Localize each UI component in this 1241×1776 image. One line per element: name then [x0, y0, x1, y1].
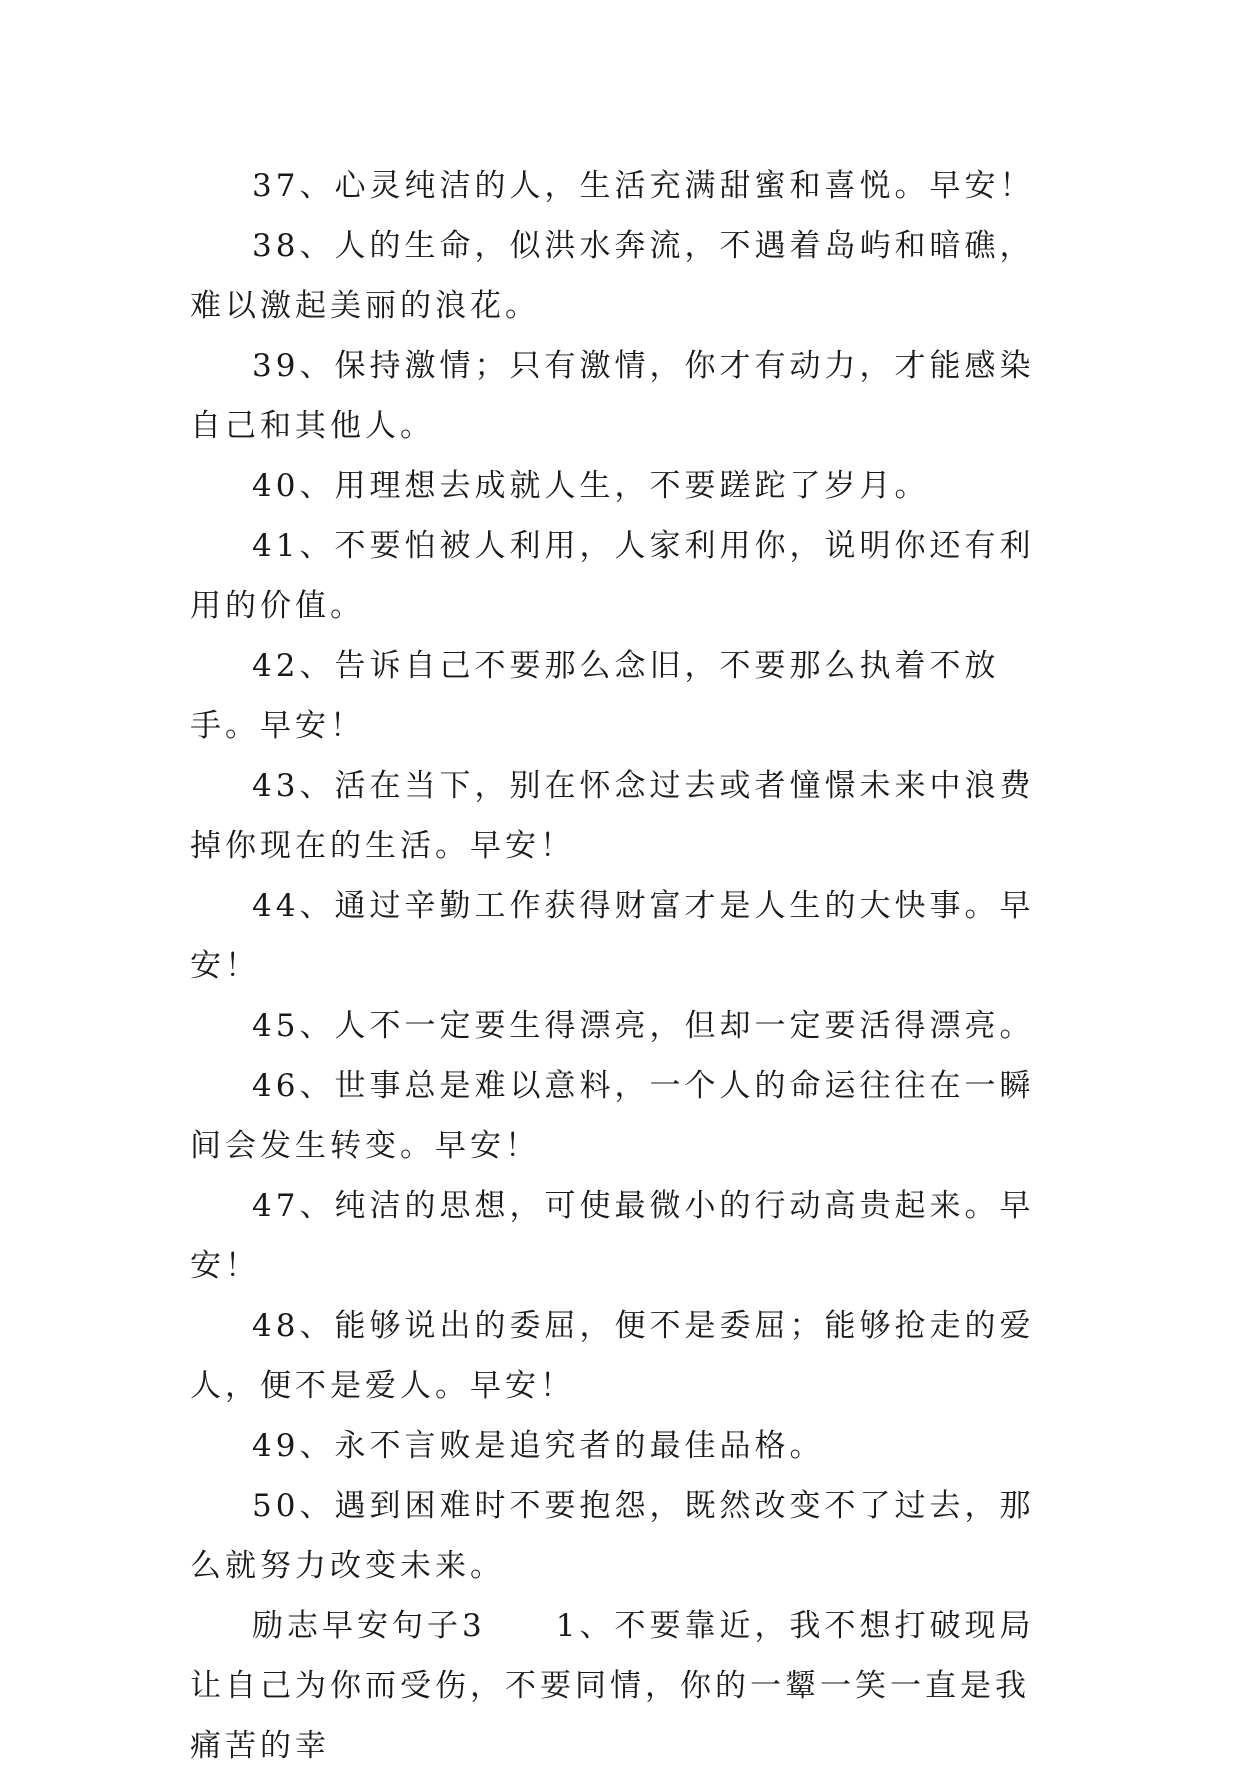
paragraph-41: 41、不要怕被人利用，人家利用你，说明你还有利用的价值。 [190, 528, 1035, 624]
paragraph-39: 39、保持激情；只有激情，你才有动力，才能感染自己和其他人。 [190, 348, 1035, 444]
paragraph-37: 37、心灵纯洁的人，生活充满甜蜜和喜悦。早安！ [252, 168, 1035, 204]
paragraph-49: 49、永不言败是追究者的最佳品格。 [252, 1428, 825, 1464]
paragraph-40: 40、用理想去成就人生，不要蹉跎了岁月。 [252, 468, 930, 504]
paragraph-43: 43、活在当下，别在怀念过去或者憧憬未来中浪费掉你现在的生活。早安！ [190, 768, 1035, 864]
section-heading-paragraph: 励志早安句子3 1、不要靠近，我不想打破现局让自己为你而受伤，不要同情，你的一颦一笑一直是我痛苦的幸 [190, 1608, 1035, 1764]
paragraph-46: 46、世事总是难以意料，一个人的命运往往在一瞬间会发生转变。早安！ [190, 1068, 1035, 1164]
paragraph-38: 38、人的生命，似洪水奔流，不遇着岛屿和暗礁，难以激起美丽的浪花。 [190, 228, 1035, 324]
paragraph-44: 44、通过辛勤工作获得财富才是人生的大快事。早安！ [190, 888, 1035, 984]
paragraph-48: 48、能够说出的委屈，便不是委屈；能够抢走的爱人，便不是爱人。早安！ [190, 1308, 1035, 1404]
paragraph-45: 45、人不一定要生得漂亮，但却一定要活得漂亮。 [252, 1008, 1035, 1044]
paragraph-47: 47、纯洁的思想，可使最微小的行动高贵起来。早安！ [190, 1188, 1035, 1284]
paragraph-42: 42、告诉自己不要那么念旧，不要那么执着不放手。早安！ [190, 648, 1000, 744]
paragraph-50: 50、遇到困难时不要抱怨，既然改变不了过去，那么就努力改变未来。 [190, 1488, 1035, 1584]
document-body [190, 156, 1060, 1776]
